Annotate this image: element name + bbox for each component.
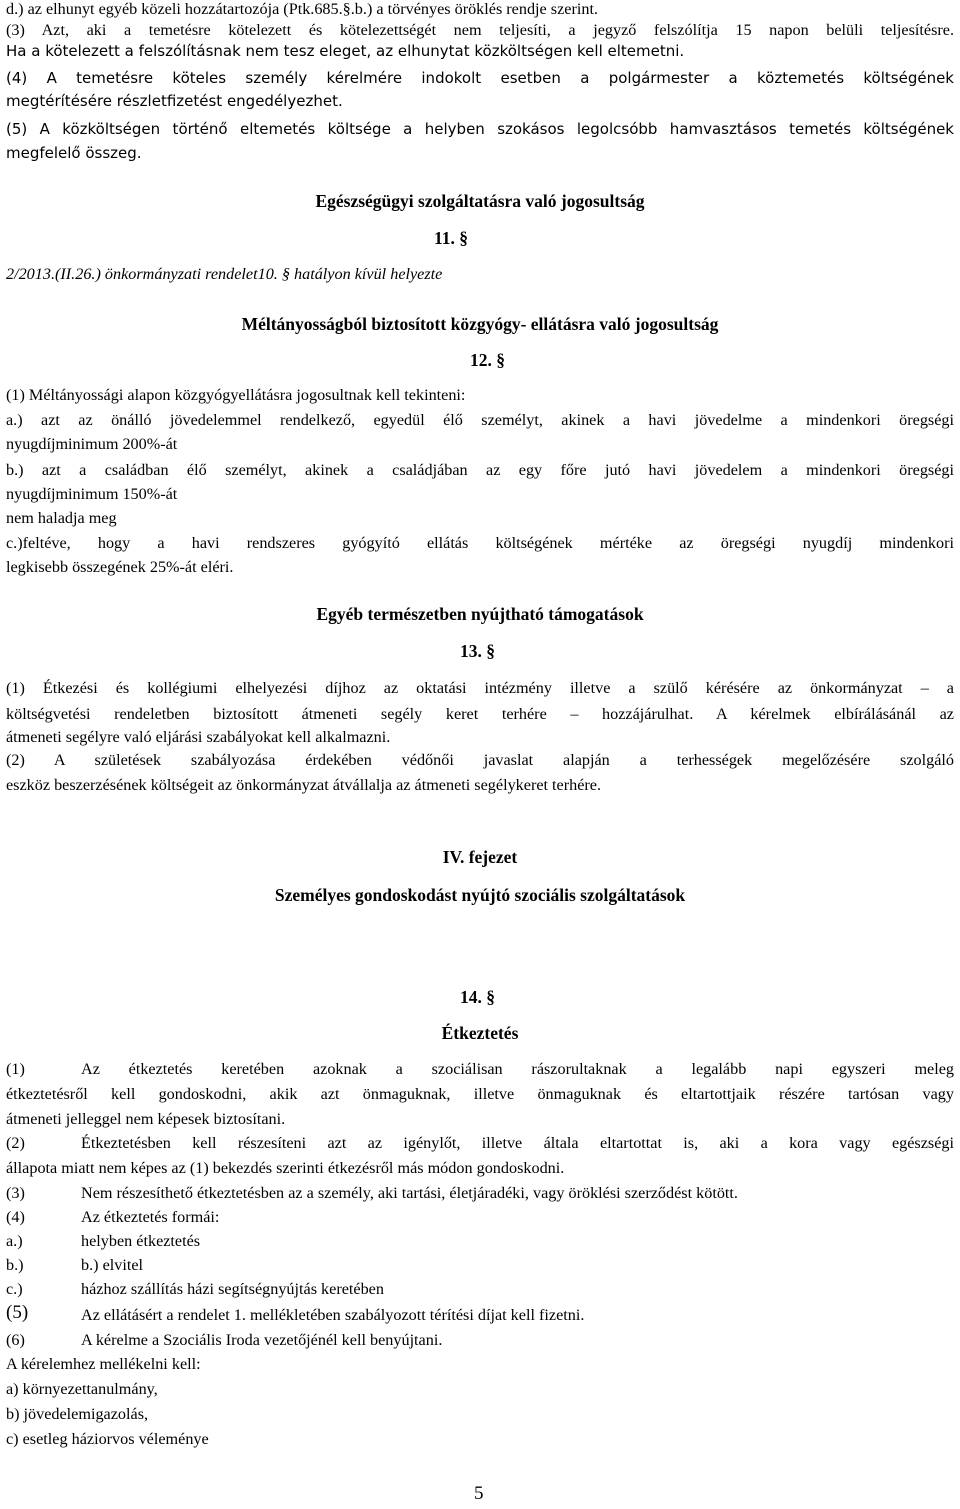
sec10-p4-line2: megtérítésére részletfizetést engedélyezhet.	[6, 92, 343, 110]
sec14-p4-num: (4)	[6, 1208, 25, 1226]
sec12-c-line2: legkisebb összegének 25%-át eléri.	[6, 558, 234, 576]
sec11-number: 11. §	[434, 228, 469, 248]
sec14-form-a-num: a.)	[6, 1232, 23, 1250]
sec14-form-c-num: c.)	[6, 1280, 23, 1298]
sec14-p3-num: (3)	[6, 1184, 25, 1202]
sec14-attachment-c: c) esetleg háziorvos véleménye	[6, 1430, 209, 1448]
sec14-p2-line2: állapota miatt nem képes az (1) bekezdés szerinti étkezésről más módon gondoskodni.	[6, 1159, 565, 1177]
sec14-p1-line2: étkeztetésről kell gondoskodni, akik azt önmaguknak, illetve önmaguknak és eltartottjaik részére tartósan vagy	[6, 1085, 954, 1103]
sec10-p5-line2: megfelelő összeg.	[6, 144, 142, 162]
sec14-attachments-intro: A kérelemhez mellékelni kell:	[6, 1355, 201, 1373]
chapter4-title: Személyes gondoskodást nyújtó szociális szolgáltatások	[274, 885, 686, 905]
sec14-attachment-a: a) környezettanulmány,	[6, 1380, 158, 1398]
sec10-p3-line2: Ha a kötelezett a felszólításnak nem tesz eleget, az elhunytat közköltségen kell eltemetni.	[6, 42, 685, 60]
sec14-form-a: helyben étkeztetés	[81, 1232, 201, 1250]
sec11-repeal-note: 2/2013.(II.26.) önkormányzati rendelet10. § hatályon kívül helyezte	[6, 265, 443, 283]
sec13-number: 13. §	[460, 641, 495, 661]
sec10-p3-line1: (3) Azt, aki a temetésre kötelezett és kötelezettségét nem teljesíti, a jegyző felszólítja 15 napon belüli teljesítésre.	[6, 21, 954, 39]
sec12-b-line3: nem haladja meg	[6, 509, 117, 527]
sec14-p3: Nem részesíthető étkeztetésben az a személy, aki tartási, életjáradéki, vagy öröklési szerződést kötött.	[81, 1184, 738, 1202]
sec10-p4-line1: (4) A temetésre köteles személy kérelmére indokolt esetben a polgármester a köztemetés költségének	[6, 69, 954, 87]
sec14-form-b: b.) elvitel	[81, 1256, 144, 1274]
sec12-c-line1: c.)feltéve, hogy a havi rendszeres gyógyító ellátás költségének mértéke az öregségi nyugdíj mindenkori	[6, 534, 954, 552]
sec12-number: 12. §	[470, 350, 505, 370]
sec14-p2-line1: Étkeztetésben kell részesíteni azt az igénylőt, illetve általa eltartottat is, aki a kora vagy egészségi	[81, 1134, 954, 1152]
sec12-a-line2: nyugdíjminimum 200%-át	[6, 435, 178, 453]
sec13-p2-line2: eszköz beszerzésének költségeit az önkormányzat átvállalja az átmeneti segélykeret terhére.	[6, 776, 602, 794]
sec14-form-c: házhoz szállítás házi segítségnyújtás keretében	[81, 1280, 384, 1298]
sec12-b-line1: b.) azt a családban élő személyt, akinek a családjában az egy főre jutó havi jövedelem a mindenkori öregségi	[6, 461, 954, 479]
sec14-p5: Az ellátásért a rendelet 1. mellékletében szabályozott térítési díjat kell fizetni.	[81, 1306, 585, 1324]
sec14-p6: A kérelme a Szociális Iroda vezetőjénél kell benyújtani.	[81, 1331, 443, 1349]
sec10-line-d: d.) az elhunyt egyéb közeli hozzátartozója (Ptk.685.§.b.) a törvényes öröklés rendje szerint.	[6, 0, 598, 18]
sec13-title: Egyéb természetben nyújtható támogatások	[316, 604, 644, 624]
sec14-attachment-b: b) jövedelemigazolás,	[6, 1405, 149, 1423]
sec14-title: Étkeztetés	[441, 1023, 519, 1043]
sec13-p1-line2: költségvetési rendeletben biztosított átmeneti segély keret terhére – hozzájárulhat. A kérelmek elbírálásánál az	[6, 705, 954, 723]
page-number: 5	[474, 1483, 484, 1504]
sec14-p1-line1: Az étkeztetés keretében azoknak a szociálisan rászorultaknak a legalább napi egyszeri meleg	[81, 1060, 954, 1078]
sec12-a-line1: a.) azt az önálló jövedelemmel rendelkező, egyedül élő személyt, akinek a havi jövedelme a mindenkori öregségi	[6, 411, 954, 429]
sec14-p5-num: (5)	[6, 1302, 29, 1323]
sec14-form-b-num: b.)	[6, 1256, 24, 1274]
sec14-p1-line3: átmeneti jelleggel nem képesek biztosítani.	[6, 1110, 286, 1128]
sec12-b-line2: nyugdíjminimum 150%-át	[6, 485, 178, 503]
sec12-p1: (1) Méltányossági alapon közgyógyellátásra jogosultnak kell tekinteni:	[6, 386, 466, 404]
sec13-p2-line1: (2) A születések szabályozása érdekében védőnői javaslat alapján a terhességek megelőzésére szolgáló	[6, 751, 954, 769]
sec14-p1-num: (1)	[6, 1060, 25, 1078]
sec14-p6-num: (6)	[6, 1331, 25, 1349]
sec12-title: Méltányosságból biztosított közgyógy- ellátásra való jogosultság	[241, 314, 719, 334]
sec14-p2-num: (2)	[6, 1134, 25, 1152]
sec10-p5-line1: (5) A közköltségen történő eltemetés költsége a helyben szokásos legolcsóbb hamvasztásos temetés költségének	[6, 120, 954, 138]
sec14-p4: Az étkeztetés formái:	[81, 1208, 220, 1226]
sec13-p1-line3: átmeneti segélyre való eljárási szabályokat kell alkalmazni.	[6, 728, 391, 746]
sec14-number: 14. §	[460, 987, 495, 1007]
sec13-p1-line1: (1) Étkezési és kollégiumi elhelyezési díjhoz az oktatási intézmény illetve a szülő kérésére az önkormányzat – a	[6, 679, 954, 697]
sec11-title: Egészségügyi szolgáltatásra való jogosultság	[315, 191, 645, 211]
chapter4-label: IV. fejezet	[442, 847, 518, 867]
